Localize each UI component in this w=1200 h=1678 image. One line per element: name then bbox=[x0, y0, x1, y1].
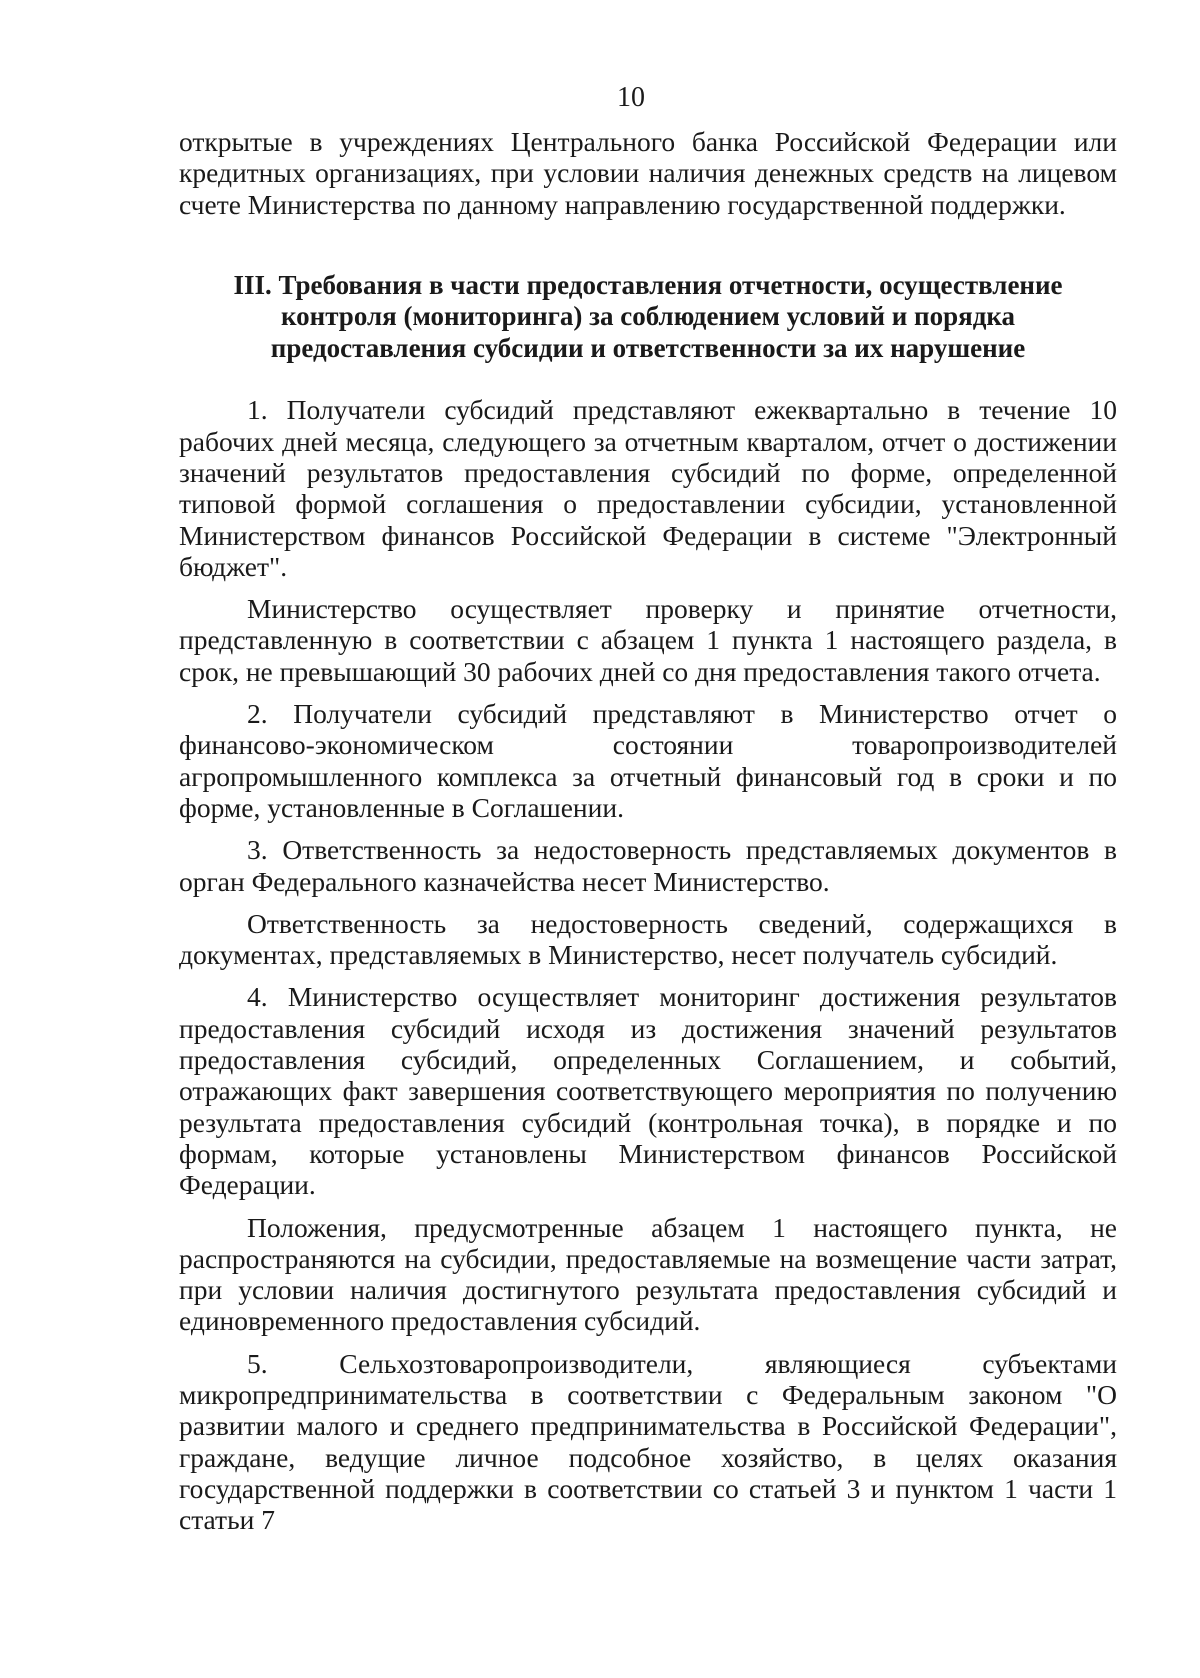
paragraph-item-3: 3. Ответственность за недостоверность представляемых документов в орган Федерального казначейства несет Министерство. bbox=[179, 834, 1117, 897]
intro-paragraph: открытые в учреждениях Центрального банка Российской Федерации или кредитных организациях, при условии наличия денежных средств на лицевом счете Министерства по данному направлению государственной поддержки. bbox=[179, 126, 1117, 220]
paragraph-item-4: 4. Министерство осуществляет мониторинг достижения результатов предоставления субсидий исходя из достижения значений результатов предоставления субсидий, определенных Соглашением, и событий, отражающих факт завершения соответствующего мероприятия по получению результата предоставления субсидий (контрольная точка), в порядке и по формам, которые установлены Министерством финансов Российской Федерации. bbox=[179, 981, 1117, 1201]
section-heading bbox=[179, 270, 1117, 365]
paragraph-item-1-review: Министерство осуществляет проверку и принятие отчетности, представленную в соответствии с абзацем 1 пункта 1 настоящего раздела, в срок, не превышающий 30 рабочих дней со дня предоставления такого отчета. bbox=[179, 593, 1117, 687]
paragraph-item-1: 1. Получатели субсидий представляют ежеквартально в течение 10 рабочих дней месяца, следующего за отчетным кварталом, отчет о достижении значений результатов предоставления субсидий по форме, определенной типовой формой соглашения о предоставлении субсидии, установленной Министерством финансов Российской Федерации в системе "Электронный бюджет". bbox=[179, 394, 1117, 582]
section-heading-line: контроля (мониторинга) за соблюдением условий и порядка bbox=[280, 301, 1016, 332]
paragraph-item-5: 5. Сельхозтоваропроизводители, являющиеся субъектами микропредпринимательства в соответствии с Федеральным законом "О развитии малого и среднего предпринимательства в Российской Федерации", граждане, ведущие личное подсобное хозяйство, в целях оказания государственной поддержки в соответствии со статьей 3 и пунктом 1 части 1 статьи 7 bbox=[179, 1347, 1117, 1536]
section-heading-line: III. Требования в части предоставления отчетности, осуществление bbox=[233, 269, 1063, 300]
paragraph-item-2: 2. Получатели субсидий представляют в Министерство отчет о финансово-экономическом состоянии товаропроизводителей агропромышленного комплекса за отчетный финансовый год в сроки и по форме, установленные в Соглашении. bbox=[179, 698, 1117, 823]
section-heading-line: предоставления субсидии и ответственности за их нарушение bbox=[270, 332, 1026, 363]
document-body bbox=[179, 126, 1117, 1535]
paragraph-item-3-responsibility: Ответственность за недостоверность сведений, содержащихся в документах, представляемых в Министерство, несет получатель субсидий. bbox=[179, 907, 1117, 971]
paragraph-item-4-exception: Положения, предусмотренные абзацем 1 настоящего пункта, не распространяются на субсидии, предоставляемые на возмещение части затрат, при условии наличия достигнутого результата предоставления субсидий и единовременного предоставления субсидий. bbox=[179, 1211, 1117, 1337]
page-number: 10 bbox=[617, 82, 645, 113]
